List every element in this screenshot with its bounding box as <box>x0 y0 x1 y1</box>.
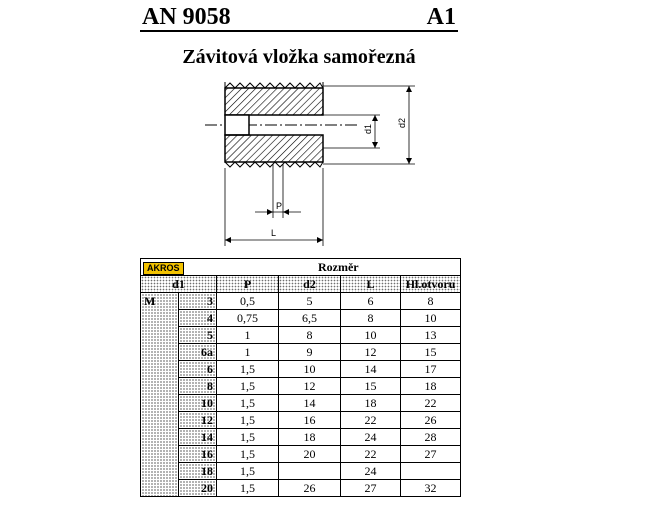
cell-hl: 26 <box>401 412 461 429</box>
cell-d2: 10 <box>279 361 341 378</box>
table-row <box>141 361 461 378</box>
cell-d2: 14 <box>279 395 341 412</box>
table-row <box>141 412 461 429</box>
cell-d2: 9 <box>279 344 341 361</box>
label-d2: d2 <box>397 117 407 128</box>
cell-p: 1,5 <box>217 412 279 429</box>
label-d1: d1 <box>363 123 373 134</box>
cell-l: 18 <box>341 395 401 412</box>
label-l: L <box>271 228 277 238</box>
cell-hl: 13 <box>401 327 461 344</box>
cell-d2: 20 <box>279 446 341 463</box>
cell-d1: 20 <box>179 480 217 497</box>
cell-d1: 8 <box>179 378 217 395</box>
thread-bottom <box>225 135 323 162</box>
group-header: Rozměr <box>217 259 461 276</box>
cell-d1: 3 <box>179 293 217 310</box>
thread-m-cell: M <box>141 293 179 497</box>
cell-p: 1,5 <box>217 446 279 463</box>
document-title: Závitová vložka samořezná <box>182 46 416 68</box>
cell-d1: 14 <box>179 429 217 446</box>
cell-p: 1,5 <box>217 429 279 446</box>
table-row <box>141 395 461 412</box>
logo-cell <box>141 259 217 276</box>
thread-top <box>225 88 323 115</box>
cell-d1: 5 <box>179 327 217 344</box>
cell-d2: 26 <box>279 480 341 497</box>
dimension-table <box>140 258 461 497</box>
cell-l: 8 <box>341 310 401 327</box>
cell-hl: 17 <box>401 361 461 378</box>
cell-hl: 15 <box>401 344 461 361</box>
cell-d1: 16 <box>179 446 217 463</box>
cell-l: 12 <box>341 344 401 361</box>
standard-number: AN 9058 <box>142 4 231 30</box>
akros-logo: AKROS <box>143 262 184 275</box>
cell-l: 15 <box>341 378 401 395</box>
table-row <box>141 463 461 480</box>
cell-hl: 10 <box>401 310 461 327</box>
cell-l: 27 <box>341 480 401 497</box>
cell-d1: 18 <box>179 463 217 480</box>
cell-p: 0,75 <box>217 310 279 327</box>
cell-l: 24 <box>341 429 401 446</box>
cell-l: 10 <box>341 327 401 344</box>
cell-d1: 12 <box>179 412 217 429</box>
table-group-header-row <box>141 259 461 276</box>
cell-p: 1,5 <box>217 463 279 480</box>
cell-d2 <box>279 463 341 480</box>
header-hl: Hl.otvoru <box>401 276 461 293</box>
cell-d1: 10 <box>179 395 217 412</box>
cell-hl: 27 <box>401 446 461 463</box>
table-row <box>141 446 461 463</box>
table-header-row <box>141 276 461 293</box>
table-row <box>141 480 461 497</box>
cell-l: 14 <box>341 361 401 378</box>
technical-drawing <box>195 78 425 250</box>
cell-p: 1,5 <box>217 480 279 497</box>
cell-p: 1,5 <box>217 361 279 378</box>
header-d2: d2 <box>279 276 341 293</box>
cell-d1: 6 <box>179 361 217 378</box>
cell-hl <box>401 463 461 480</box>
table-row <box>141 378 461 395</box>
cell-p: 1 <box>217 327 279 344</box>
label-p: P <box>276 201 283 211</box>
header-p: P <box>217 276 279 293</box>
cell-d2: 5 <box>279 293 341 310</box>
cell-p: 1 <box>217 344 279 361</box>
cell-d2: 6,5 <box>279 310 341 327</box>
header-l: L <box>341 276 401 293</box>
header-d1: d1 <box>141 276 217 293</box>
table-row <box>141 429 461 446</box>
table-row <box>141 293 461 310</box>
cell-p: 1,5 <box>217 395 279 412</box>
cell-d1: 4 <box>179 310 217 327</box>
cell-d2: 16 <box>279 412 341 429</box>
cell-l: 6 <box>341 293 401 310</box>
cell-p: 1,5 <box>217 378 279 395</box>
cell-d2: 12 <box>279 378 341 395</box>
cell-d2: 18 <box>279 429 341 446</box>
cell-d2: 8 <box>279 327 341 344</box>
cell-d1: 6a <box>179 344 217 361</box>
table-row <box>141 327 461 344</box>
cell-l: 24 <box>341 463 401 480</box>
cell-hl: 32 <box>401 480 461 497</box>
cell-p: 0,5 <box>217 293 279 310</box>
slot <box>225 115 249 135</box>
cell-hl: 8 <box>401 293 461 310</box>
cell-hl: 18 <box>401 378 461 395</box>
class-code: A1 <box>426 4 456 30</box>
table-row <box>141 310 461 327</box>
document-header <box>140 4 458 32</box>
cell-l: 22 <box>341 412 401 429</box>
cell-hl: 22 <box>401 395 461 412</box>
cell-hl: 28 <box>401 429 461 446</box>
cell-l: 22 <box>341 446 401 463</box>
table-row <box>141 344 461 361</box>
